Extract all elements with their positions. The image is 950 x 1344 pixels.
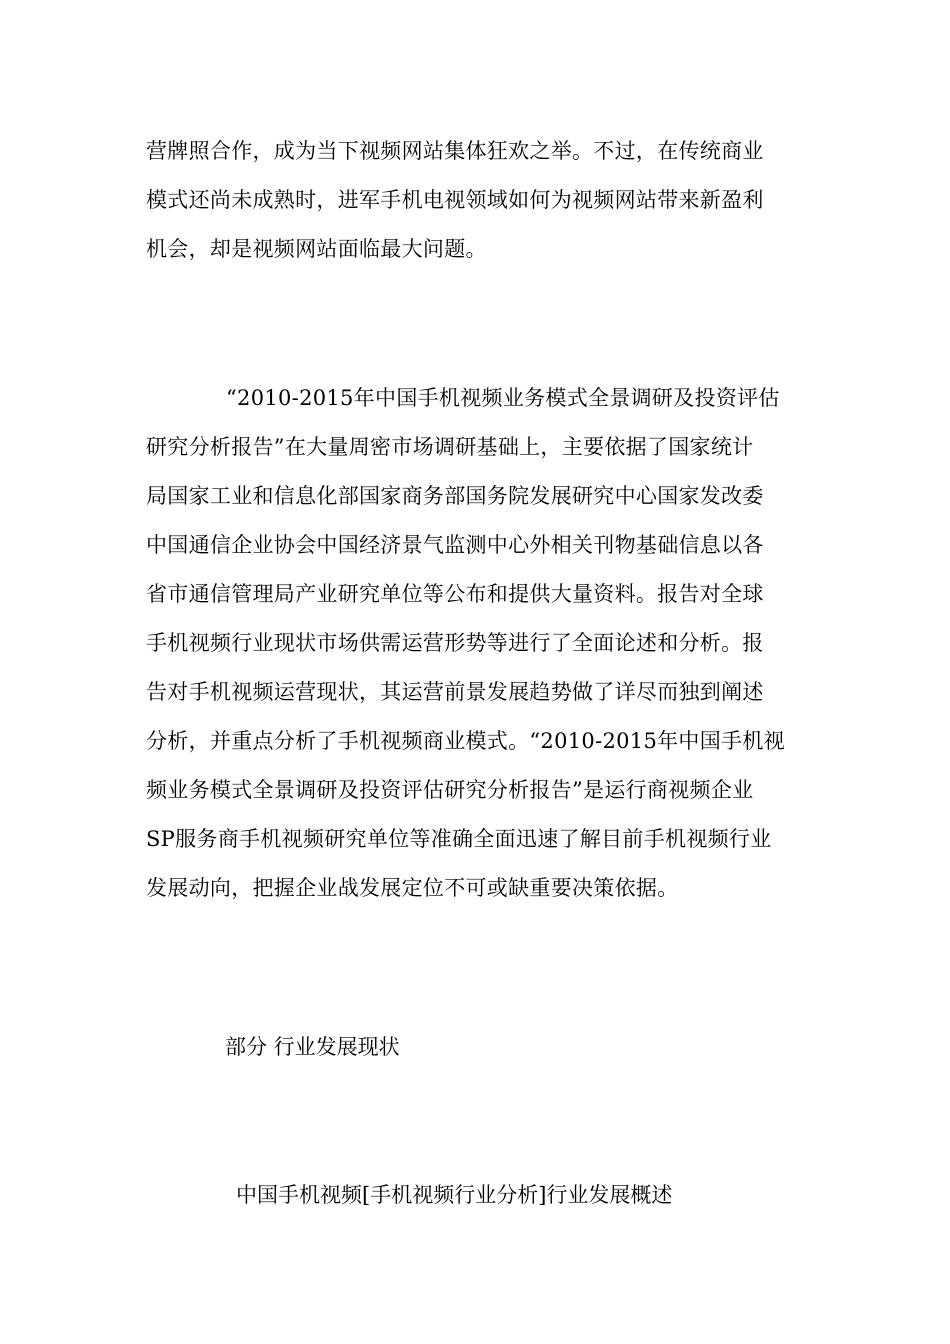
paragraph-line: 告对手机视频运营现状，其运营前景发展趋势做了详尽而独到阐述 [146, 680, 764, 704]
paragraph-line: 频业务模式全景调研及投资评估研究分析报告”是运行商视频企业 [146, 778, 754, 802]
paragraph-line: 手机视频行业现状市场供需运营形势等进行了全面论述和分析。报 [146, 631, 764, 655]
paragraph-line: 研究分析报告”在大量周密市场调研基础上，主要依据了国家统计 [146, 435, 754, 459]
paragraph-line: 机会，却是视频网站面临最大问题。 [146, 237, 487, 261]
section-heading: 部分 行业发展现状 [225, 1035, 400, 1059]
subsection-heading: 中国手机视频[手机视频行业分析]行业发展概述 [236, 1183, 673, 1207]
body-paragraph-2 [146, 374, 806, 913]
paragraph-line: 局国家工业和信息化部国家商务部国务院发展研究中心国家发改委 [146, 484, 764, 508]
paragraph-line: 发展动向，把握企业战发展定位不可或缺重要决策依据。 [146, 876, 679, 900]
paragraph-line: 省市通信管理局产业研究单位等公布和提供大量资料。报告对全球 [146, 582, 764, 606]
paragraph-line: SP服务商手机视频研究单位等准确全面迅速了解目前手机视频行业 [146, 827, 772, 851]
paragraph-line: “2010-2015年中国手机视频业务模式全景调研及投资评估 [226, 386, 780, 410]
body-paragraph-1 [146, 127, 806, 274]
paragraph-line: 模式还尚未成熟时，进军手机电视领域如何为视频网站带来新盈利 [146, 188, 764, 212]
paragraph-line: 营牌照合作，成为当下视频网站集体狂欢之举。不过，在传统商业 [146, 139, 764, 163]
paragraph-line: 中国通信企业协会中国经济景气监测中心外相关刊物基础信息以各 [146, 533, 764, 557]
paragraph-line: 分析，并重点分析了手机视频商业模式。“2010-2015年中国手机视 [146, 729, 785, 753]
